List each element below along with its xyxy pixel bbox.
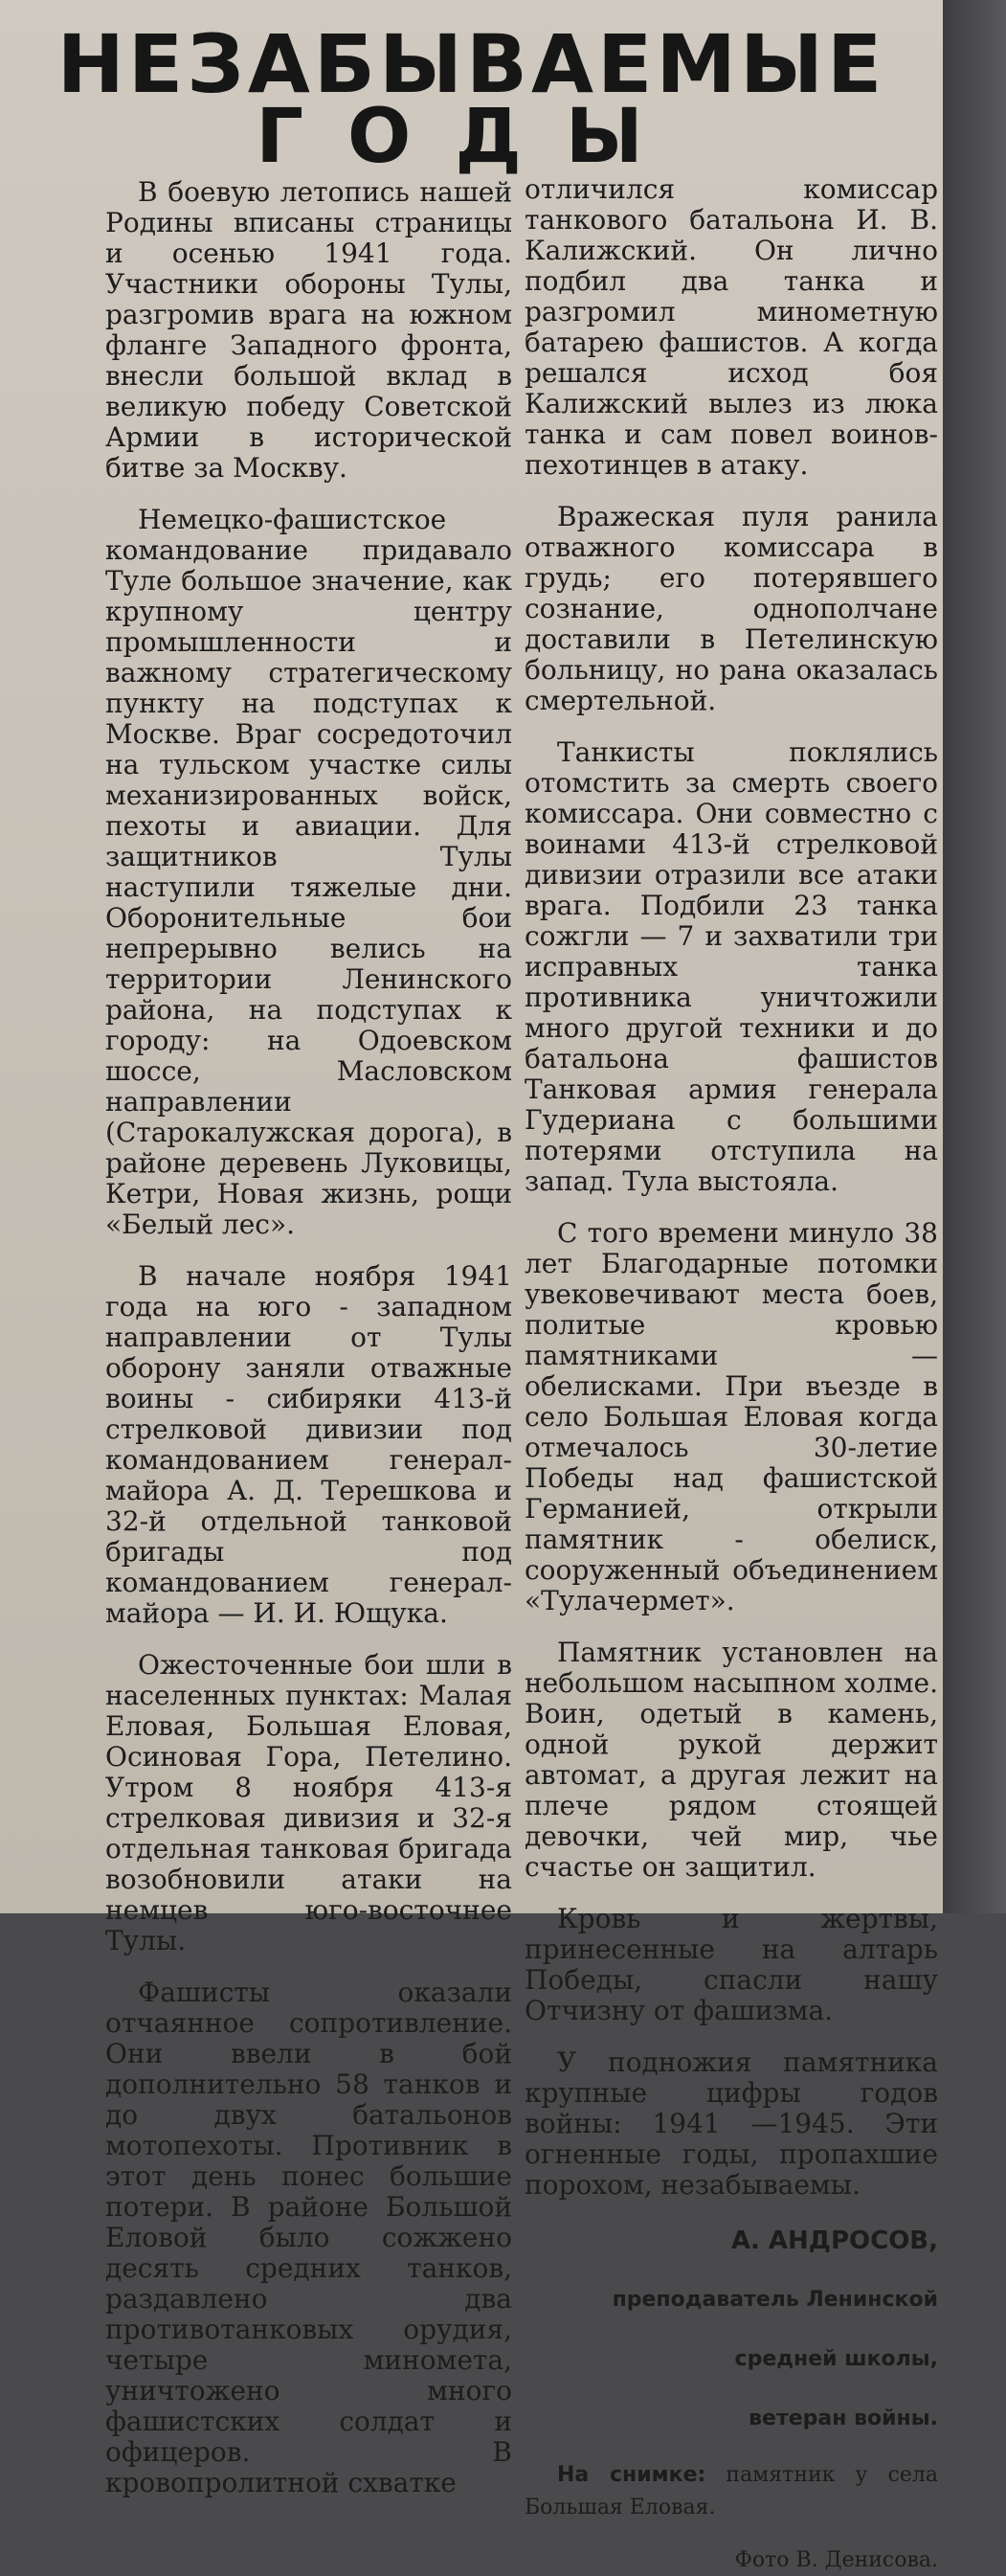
paragraph: Танкисты поклялись отомстить за смерть своего комиссара. Они совместно с воинами 413-й стрелковой дивизии отразили все атаки врага. Подбили 23 танка сожгли — 7 и захватили три исправных танка противника уничтожили много другой техники и до батальона фашистов Танковая армия генерала Гудериана с большими потерями отступила на запад. Тула выстояла.: [525, 736, 938, 1197]
background-edge: [943, 0, 1006, 1913]
paragraph: отличился комиссар танкового батальона И. В. Калижский. Он лично подбил два танка и разгромил минометную батарею фашистов. А когда решался исход боя Калижский вылез из люка танка и сам повел воинов-пехотинцев в атаку.: [525, 173, 938, 481]
paragraph: В боевую летопись нашей Родины вписаны страницы и осенью 1941 года. Участники обороны Тулы, разгромив врага на южном фланге Западного фронта, внесли большой вклад в великую победу Советской Армии в исторической битве за Москву.: [105, 176, 512, 484]
paragraph: Ожесточенные бои шли в населенных пунктах: Малая Еловая, Большая Еловая, Осиновая Гора, Петелино. Утром 8 ноября 413-я стрелковая дивизия и 32-я отдельная танковая бригада возобновили атаки на немцев юго-восточнее Тулы.: [105, 1649, 512, 1956]
caption-label: На снимке:: [557, 2463, 706, 2487]
paragraph: Кровь и жертвы, принесенные на алтарь Победы, спасли нашу Отчизну от фашизма.: [525, 1903, 938, 2026]
left-column: [105, 177, 512, 2520]
photo-caption: [525, 2459, 938, 2524]
paragraph: Фашисты оказали отчаянное сопротивление. Они ввели в бой дополнительно 58 танков и до двух батальонов мотопехоты. Противник в этот день понес большие потери. В районе Большой Еловой было сожжено десять средних танков, раздавлено два противотанковых орудия, четыре миномета, уничтожено много фашистских солдат и офицеров. В кровопролитной схватке: [105, 1977, 512, 2498]
headline-line-1: НЕЗАБЫВАЕМЫЕ: [56, 17, 886, 111]
paragraph: Памятник установлен на небольшом насыпном холме. Воин, одетый в камень, одной рукой держит автомат, а другая лежит на плече рядом стоящей девочки, чей мир, чье счастье он защитил.: [525, 1637, 938, 1883]
paragraph: Немецко-фашистское командование придавало Туле большое значение, как крупному центру промышленности и важному стратегическому пункту на подступах к Москве. Враг сосредоточил на тульском участке силы механизированных войск, пехоты и авиации. Для защитников Тулы наступили тяжелые дни. Оборонительные бои непрерывно велись на территории Ленинского района, на подступах к городу: на Одоевском шоссе, Масловском направлении (Старокалужская дорога), в районе деревень Луковицы, Кетри, Новая жизнь, рощи «Белый лес».: [105, 504, 512, 1240]
author-name: А. АНДРОСОВ,: [730, 2226, 938, 2255]
headline-line-2: ГОДЫ: [256, 94, 687, 180]
author-signature: [525, 2222, 938, 2438]
paragraph: С того времени минуло 38 лет Благодарные потомки увековечивают места боев, политые кровью памятниками — обелисками. При въезде в село Большая Еловая когда отмечалось 30-летие Победы над фашистской Германией, открыли памятник - обелиск, сооруженный объединением «Тулачермет».: [525, 1217, 938, 1616]
caption-text: памятник у села Большая Еловая.: [525, 2463, 938, 2520]
photo-credit: Фото В. Денисова.: [734, 2548, 938, 2572]
paragraph: У подножия памятника крупные цифры годов войны: 1941 —1945. Эти огненные годы, пропахшие порохом, незабываемы.: [525, 2046, 938, 2201]
author-title-line: средней школы,: [734, 2347, 938, 2371]
author-title-line: ветеран войны.: [749, 2407, 938, 2430]
right-column: [525, 174, 938, 2576]
paragraph: Вражеская пуля ранила отважного комиссара в грудь; его потерявшего сознание, однополчане доставили в Петелинскую больницу, но рана оказалась смертельной.: [525, 501, 938, 716]
author-title-line: преподаватель Ленинской: [612, 2288, 938, 2312]
paragraph: В начале ноября 1941 года на юго - западном направлении от Тулы оборону заняли отважные воины - сибиряки 413-й стрелковой дивизии под командованием генерал-майора А. Д. Терешкова и 32-й отдельной танковой бригады под командованием генерал-майора — И. И. Ющука.: [105, 1260, 512, 1629]
